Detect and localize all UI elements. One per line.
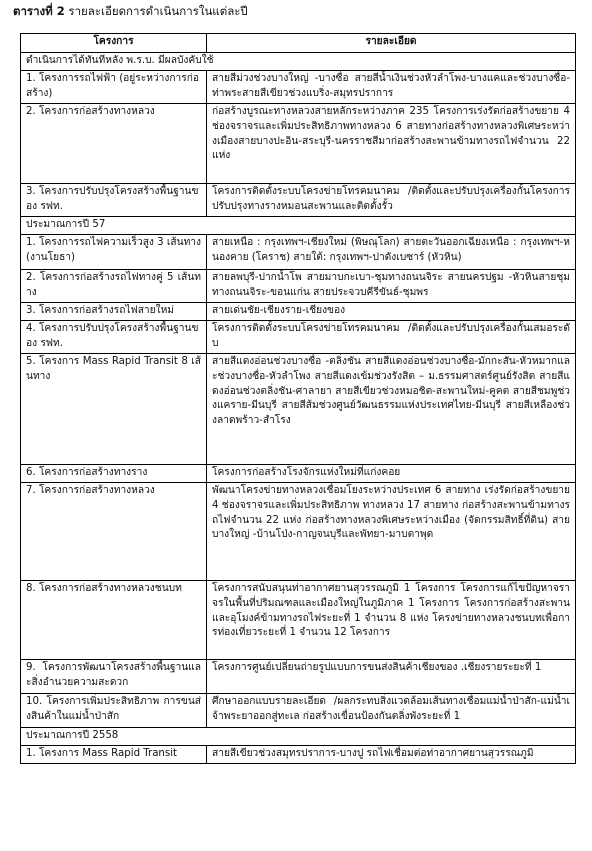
project-cell: 1. โครงการรถไฟฟ้า (อยู่ระหว่างการก่อสร้าง) <box>21 71 207 104</box>
section-label: ประมาณการปี 57 <box>21 217 576 235</box>
project-cell: 4. โครงการปรับปรุงโครงสร้างพื้นฐานของ รฟท. <box>21 321 207 354</box>
project-cell: 9. โครงการพัฒนาโครงสร้างพื้นฐานและสิ่งอำนวยความสะดวก <box>21 660 207 694</box>
detail-cell: สายสีเขียวช่วงสมุทรปราการ-บางปู รถไฟเชื่อมต่อท่าอากาศยานสุวรรณภูมิ <box>207 746 576 764</box>
header-project: โครงการ <box>21 34 207 53</box>
detail-cell: สายลพบุรี-ปากน้ำโพ สายมาบกะเบา-ชุมทางถนนจิระ สายนครปฐม -หัวหินสายชุมทางถนนจิระ-ขอนแก่น สายประจวบคีรีขันธ์-ชุมพร <box>207 270 576 303</box>
table-row <box>21 660 576 694</box>
table-row <box>21 746 576 764</box>
detail-cell: โครงการก่อสร้างโรงจักรแห่งใหม่ที่แก่งคอย <box>207 465 576 483</box>
caption-label: ตารางที่ 2 <box>13 4 65 18</box>
detail-cell: สายเด่นชัย-เชียงราย-เชียงของ <box>207 303 576 321</box>
project-cell: 2. โครงการก่อสร้างรถไฟทางคู่ 5 เส้นทาง <box>21 270 207 303</box>
project-cell: 7. โครงการก่อสร้างทางหลวง <box>21 483 207 581</box>
section-label: ประมาณการปี 2558 <box>21 728 576 746</box>
table-row <box>21 321 576 354</box>
detail-cell: โครงการศูนย์เปลี่ยนถ่ายรูปแบบการขนส่งสินค้าเชียงของ .เชียงรายระยะที่ 1 <box>207 660 576 694</box>
project-cell: 3. โครงการปรับปรุงโครงสร้างพื้นฐานของ รฟท. <box>21 184 207 217</box>
detail-cell: สายเหนือ : กรุงเทพฯ-เชียงใหม่ (พิษณุโลก) สายตะวันออกเฉียงเหนือ : กรุงเทพฯ-หนองคาย (โคราช) สายใต้: กรุงเทพฯ-ปาดังเบซาร์ (หัวหิน) <box>207 235 576 270</box>
detail-cell: สายสีแดงอ่อนช่วงบางซื่อ -ตลิ่งชัน สายสีแดงอ่อนช่วงบางซื่อ-มักกะสัน-หัวหมากและช่วงบางซื่อ-หัวลำโพง สายสีแดงเข้มช่วงรังสิต – ม.ธรรมศาสตร์ศูนย์รังสิต สายสีแดงอ่อนช่วงตลิ่งชัน-ศาลายา สายสีเขียวช่วงหมอชิต-สะพานใหม่-คูคต สายสีชมพูช่วงแคราย-มีนบุรี สายสีส้มช่วงศูนย์วัฒนธรรมแห่งประเทศไทย-มีนบุรี สายสีเหลืองช่วงลาดพร้าว-สำโรง <box>207 354 576 465</box>
detail-cell: โครงการติดตั้งระบบโครงข่ายโทรคมนาคม /ติดตั้งและปรับปรุงเครื่องกั้นโครงการปรับปรุงทางรางหมอนสะพานและติดตั้งรั้ว <box>207 184 576 217</box>
project-cell: 1. โครงการรถไฟความเร็วสูง 3 เส้นทาง (งานโยธา) <box>21 235 207 270</box>
section-row <box>21 217 576 235</box>
detail-cell: สายสีม่วงช่วงบางใหญ่ -บางซื่อ สายสีน้ำเงินช่วงหัวลำโพง-บางแคและช่วงบางซื่อ-ท่าพระสายสีเขียวช่วงแบริ่ง-สมุทรปราการ <box>207 71 576 104</box>
detail-cell: พัฒนาโครงข่ายทางหลวงเชื่อมโยงระหว่างประเทศ 6 สายทาง เร่งรัดก่อสร้างขยาย 4 ช่องจราจรและเพิ่มประสิทธิภาพ ทางหลวง 17 สายทาง ก่อสร้างสะพานข้ามทางรถไฟจำนวน 22 แห่ง ก่อสร้างทางหลวงพิเศษระหว่างเมือง (จัดกรรมสิทธิ์ที่ดิน) สายบางใหญ่ -บ้านโป่ง-กาญจนบุรีและพัทยา-มาบตาพุด <box>207 483 576 581</box>
detail-cell: ก่อสร้างบูรณะทางหลวงสายหลักระหว่างภาค 235 โครงการเร่งรัดก่อสร้างขยาย 4 ช่องจราจรและเพิ่มประสิทธิภาพทางหลวง 6 สายทางก่อสร้างทางหลวงพิเศษระหว่างเมืองสายบางปะอิน-สระบุรี-นครราชสีมาก่อสร้างสะพานข้ามทางรถไฟจำนวน 22 แห่ง <box>207 104 576 184</box>
table-row <box>21 235 576 270</box>
project-cell: 1. โครงการ Mass Rapid Transit <box>21 746 207 764</box>
detail-cell: โครงการติดตั้งระบบโครงข่ายโทรคมนาคม /ติดตั้งและปรับปรุงเครื่องกั้นเสมอระดับ <box>207 321 576 354</box>
project-cell: 2. โครงการก่อสร้างทางหลวง <box>21 104 207 184</box>
table-row <box>21 270 576 303</box>
table-row <box>21 694 576 728</box>
project-details-table <box>20 33 576 764</box>
table-header-row <box>21 34 576 53</box>
table-row <box>21 184 576 217</box>
table-row <box>21 71 576 104</box>
caption-text: รายละเอียดการดำเนินการในแต่ละปี <box>64 4 248 18</box>
table-row <box>21 581 576 660</box>
section-row <box>21 53 576 71</box>
project-cell: 8. โครงการก่อสร้างทางหลวงชนบท <box>21 581 207 660</box>
detail-cell: ศึกษาออกแบบรายละเอียด /ผลกระทบสิ่งแวดล้อมเส้นทางเชื่อมแม่น้ำป่าสัก-แม่น้ำเจ้าพระยาออกสู่ทะเล ก่อสร้างเขื่อนป้องกันตลิ่งพังระยะที่ 1 <box>207 694 576 728</box>
table-row <box>21 303 576 321</box>
project-cell: 10. โครงการเพิ่มประสิทธิภาพ การขนส่งสินค้าในแม่น้ำป่าสัก <box>21 694 207 728</box>
detail-cell: โครงการสนับสนุนท่าอากาศยานสุวรรณภูมิ 1 โครงการ โครงการแก้ไขปัญหาจราจรในพื้นที่ปริมณฑลและเมืองใหญ่ในภูมิภาค 1 โครงการ โครงการก่อสร้างสะพานและอุโมงค์ข้ามทางรถไฟระยะที่ 1 จำนวน 8 แห่ง โครงข่ายทางหลวงชนบทเพื่อการท่องเที่ยวระยะที่ 1 จำนวน 12 โครงการ <box>207 581 576 660</box>
table-row <box>21 483 576 581</box>
table-row <box>21 104 576 184</box>
project-cell: 5. โครงการ Mass Rapid Transit 8 เส้นทาง <box>21 354 207 465</box>
project-cell: 6. โครงการก่อสร้างทางราง <box>21 465 207 483</box>
header-detail: รายละเอียด <box>207 34 576 53</box>
table-caption <box>13 3 248 21</box>
section-label: ดำเนินการได้ทันทีหลัง พ.ร.บ. มีผลบังคับใช้ <box>21 53 576 71</box>
section-row <box>21 728 576 746</box>
project-cell: 3. โครงการก่อสร้างรถไฟสายใหม่ <box>21 303 207 321</box>
table-row <box>21 465 576 483</box>
table-row <box>21 354 576 465</box>
